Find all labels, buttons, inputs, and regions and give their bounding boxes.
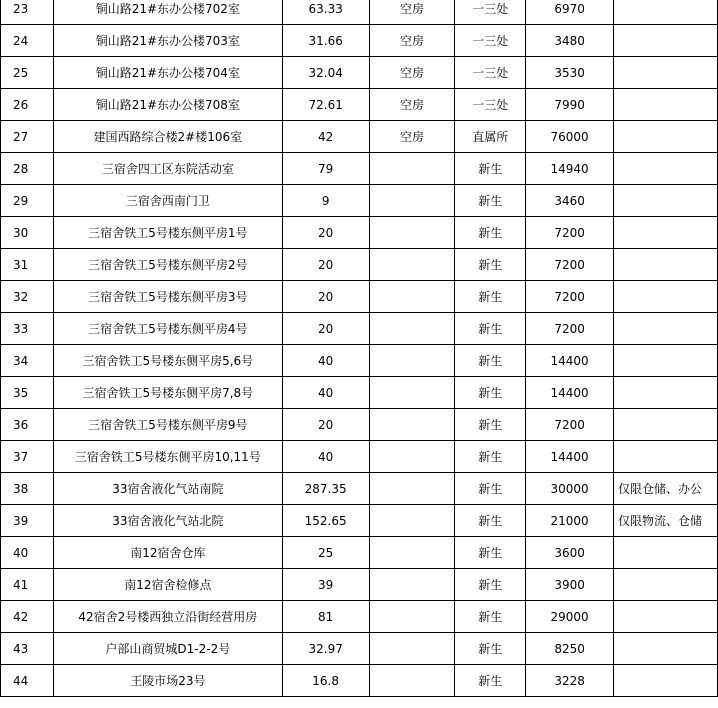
note-cell	[614, 665, 718, 697]
area-cell: 63.33	[282, 0, 369, 25]
status-cell	[369, 185, 455, 217]
table-row	[1, 0, 718, 25]
area-cell: 287.35	[282, 473, 369, 505]
note-cell	[614, 185, 718, 217]
property-name-cell: 三宿舍铁工5号楼东侧平房4号	[53, 313, 282, 345]
note-cell	[614, 441, 718, 473]
note-cell	[614, 89, 718, 121]
unit-cell: 新生	[455, 217, 526, 249]
price-cell: 21000	[526, 505, 614, 537]
unit-cell: 一三处	[455, 0, 526, 25]
status-cell	[369, 665, 455, 697]
note-cell	[614, 217, 718, 249]
unit-cell: 新生	[455, 537, 526, 569]
price-cell: 3900	[526, 569, 614, 601]
property-name-cell: 南12宿舍检修点	[53, 569, 282, 601]
price-cell: 3460	[526, 185, 614, 217]
area-cell: 25	[282, 537, 369, 569]
property-name-cell: 王陵市场23号	[53, 665, 282, 697]
property-name-cell: 三宿舍西南门卫	[53, 185, 282, 217]
unit-cell: 新生	[455, 249, 526, 281]
table-row	[1, 601, 718, 633]
status-cell	[369, 313, 455, 345]
status-cell	[369, 537, 455, 569]
area-cell: 152.65	[282, 505, 369, 537]
unit-cell: 新生	[455, 601, 526, 633]
table-row	[1, 569, 718, 601]
status-cell	[369, 345, 455, 377]
status-cell: 空房	[369, 121, 455, 153]
note-cell: 仅限物流、仓储	[614, 505, 718, 537]
unit-cell: 一三处	[455, 25, 526, 57]
table-row	[1, 505, 718, 537]
area-cell: 31.66	[282, 25, 369, 57]
table-row	[1, 377, 718, 409]
unit-cell: 新生	[455, 505, 526, 537]
note-cell	[614, 153, 718, 185]
note-cell	[614, 313, 718, 345]
property-name-cell: 铜山路21#东办公楼703室	[53, 25, 282, 57]
note-cell	[614, 537, 718, 569]
property-name-cell: 33宿舍液化气站南院	[53, 473, 282, 505]
property-name-cell: 三宿舍铁工5号楼东侧平房9号	[53, 409, 282, 441]
row-number-cell: 32	[1, 281, 54, 313]
row-number-cell: 27	[1, 121, 54, 153]
note-cell	[614, 25, 718, 57]
price-cell: 76000	[526, 121, 614, 153]
row-number-cell: 30	[1, 217, 54, 249]
unit-cell: 新生	[455, 473, 526, 505]
status-cell	[369, 601, 455, 633]
price-cell: 14400	[526, 377, 614, 409]
table-row	[1, 25, 718, 57]
price-cell: 14400	[526, 441, 614, 473]
area-cell: 79	[282, 153, 369, 185]
price-cell: 3228	[526, 665, 614, 697]
status-cell: 空房	[369, 0, 455, 25]
table-row	[1, 473, 718, 505]
area-cell: 42	[282, 121, 369, 153]
price-cell: 3480	[526, 25, 614, 57]
area-cell: 32.04	[282, 57, 369, 89]
row-number-cell: 36	[1, 409, 54, 441]
price-cell: 6970	[526, 0, 614, 25]
status-cell	[369, 249, 455, 281]
price-cell: 3600	[526, 537, 614, 569]
row-number-cell: 42	[1, 601, 54, 633]
table-row	[1, 345, 718, 377]
note-cell	[614, 121, 718, 153]
note-cell	[614, 377, 718, 409]
unit-cell: 一三处	[455, 89, 526, 121]
property-name-cell: 三宿舍铁工5号楼东侧平房5,6号	[53, 345, 282, 377]
table-row	[1, 153, 718, 185]
property-name-cell: 三宿舍铁工5号楼东侧平房10,11号	[53, 441, 282, 473]
row-number-cell: 28	[1, 153, 54, 185]
note-cell	[614, 345, 718, 377]
status-cell	[369, 473, 455, 505]
price-cell: 14400	[526, 345, 614, 377]
row-number-cell: 40	[1, 537, 54, 569]
property-name-cell: 建国西路综合楼2#楼106室	[53, 121, 282, 153]
property-name-cell: 三宿舍铁工5号楼东侧平房3号	[53, 281, 282, 313]
status-cell	[369, 505, 455, 537]
row-number-cell: 33	[1, 313, 54, 345]
price-cell: 7200	[526, 217, 614, 249]
row-number-cell: 31	[1, 249, 54, 281]
table-row	[1, 121, 718, 153]
status-cell: 空房	[369, 89, 455, 121]
row-number-cell: 39	[1, 505, 54, 537]
property-name-cell: 三宿舍铁工5号楼东侧平房1号	[53, 217, 282, 249]
table-body	[1, 0, 718, 697]
unit-cell: 直属所	[455, 121, 526, 153]
unit-cell: 新生	[455, 665, 526, 697]
property-name-cell: 三宿舍铁工5号楼东侧平房2号	[53, 249, 282, 281]
row-number-cell: 44	[1, 665, 54, 697]
row-number-cell: 41	[1, 569, 54, 601]
unit-cell: 新生	[455, 345, 526, 377]
row-number-cell: 26	[1, 89, 54, 121]
row-number-cell: 25	[1, 57, 54, 89]
property-name-cell: 三宿舍四工区东院活动室	[53, 153, 282, 185]
unit-cell: 新生	[455, 633, 526, 665]
table-row	[1, 537, 718, 569]
status-cell	[369, 217, 455, 249]
area-cell: 20	[282, 313, 369, 345]
row-number-cell: 35	[1, 377, 54, 409]
note-cell	[614, 569, 718, 601]
status-cell	[369, 569, 455, 601]
row-number-cell: 24	[1, 25, 54, 57]
table-row	[1, 281, 718, 313]
area-cell: 39	[282, 569, 369, 601]
table-row	[1, 185, 718, 217]
table-row	[1, 633, 718, 665]
unit-cell: 新生	[455, 153, 526, 185]
price-cell: 29000	[526, 601, 614, 633]
price-cell: 3530	[526, 57, 614, 89]
area-cell: 20	[282, 249, 369, 281]
area-cell: 20	[282, 217, 369, 249]
row-number-cell: 38	[1, 473, 54, 505]
status-cell	[369, 153, 455, 185]
unit-cell: 新生	[455, 377, 526, 409]
status-cell	[369, 377, 455, 409]
status-cell	[369, 633, 455, 665]
row-number-cell: 23	[1, 0, 54, 25]
table-row	[1, 57, 718, 89]
table-row	[1, 441, 718, 473]
unit-cell: 新生	[455, 409, 526, 441]
table-row	[1, 217, 718, 249]
note-cell	[614, 281, 718, 313]
price-cell: 30000	[526, 473, 614, 505]
note-cell	[614, 409, 718, 441]
property-name-cell: 42宿舍2号楼西独立沿街经营用房	[53, 601, 282, 633]
table-row	[1, 313, 718, 345]
property-name-cell: 铜山路21#东办公楼708室	[53, 89, 282, 121]
unit-cell: 新生	[455, 313, 526, 345]
table-row	[1, 89, 718, 121]
row-number-cell: 37	[1, 441, 54, 473]
table-row	[1, 249, 718, 281]
property-name-cell: 三宿舍铁工5号楼东侧平房7,8号	[53, 377, 282, 409]
area-cell: 16.8	[282, 665, 369, 697]
row-number-cell: 29	[1, 185, 54, 217]
row-number-cell: 43	[1, 633, 54, 665]
area-cell: 40	[282, 345, 369, 377]
property-name-cell: 铜山路21#东办公楼704室	[53, 57, 282, 89]
status-cell: 空房	[369, 57, 455, 89]
unit-cell: 新生	[455, 281, 526, 313]
note-cell	[614, 57, 718, 89]
area-cell: 72.61	[282, 89, 369, 121]
property-name-cell: 南12宿舍仓库	[53, 537, 282, 569]
property-name-cell: 33宿舍液化气站北院	[53, 505, 282, 537]
area-cell: 9	[282, 185, 369, 217]
area-cell: 40	[282, 377, 369, 409]
price-cell: 14940	[526, 153, 614, 185]
note-cell	[614, 633, 718, 665]
row-number-cell: 34	[1, 345, 54, 377]
unit-cell: 一三处	[455, 57, 526, 89]
property-name-cell: 户部山商贸城D1-2-2号	[53, 633, 282, 665]
property-name-cell: 铜山路21#东办公楼702室	[53, 0, 282, 25]
status-cell: 空房	[369, 25, 455, 57]
note-cell	[614, 0, 718, 25]
status-cell	[369, 409, 455, 441]
note-cell	[614, 601, 718, 633]
price-cell: 7990	[526, 89, 614, 121]
price-cell: 7200	[526, 281, 614, 313]
unit-cell: 新生	[455, 185, 526, 217]
note-cell: 仅限仓储、办公	[614, 473, 718, 505]
price-cell: 7200	[526, 313, 614, 345]
price-cell: 8250	[526, 633, 614, 665]
table-row	[1, 665, 718, 697]
unit-cell: 新生	[455, 441, 526, 473]
table-row	[1, 409, 718, 441]
area-cell: 81	[282, 601, 369, 633]
area-cell: 40	[282, 441, 369, 473]
unit-cell: 新生	[455, 569, 526, 601]
status-cell	[369, 441, 455, 473]
price-cell: 7200	[526, 249, 614, 281]
area-cell: 32.97	[282, 633, 369, 665]
area-cell: 20	[282, 409, 369, 441]
note-cell	[614, 249, 718, 281]
status-cell	[369, 281, 455, 313]
price-cell: 7200	[526, 409, 614, 441]
area-cell: 20	[282, 281, 369, 313]
